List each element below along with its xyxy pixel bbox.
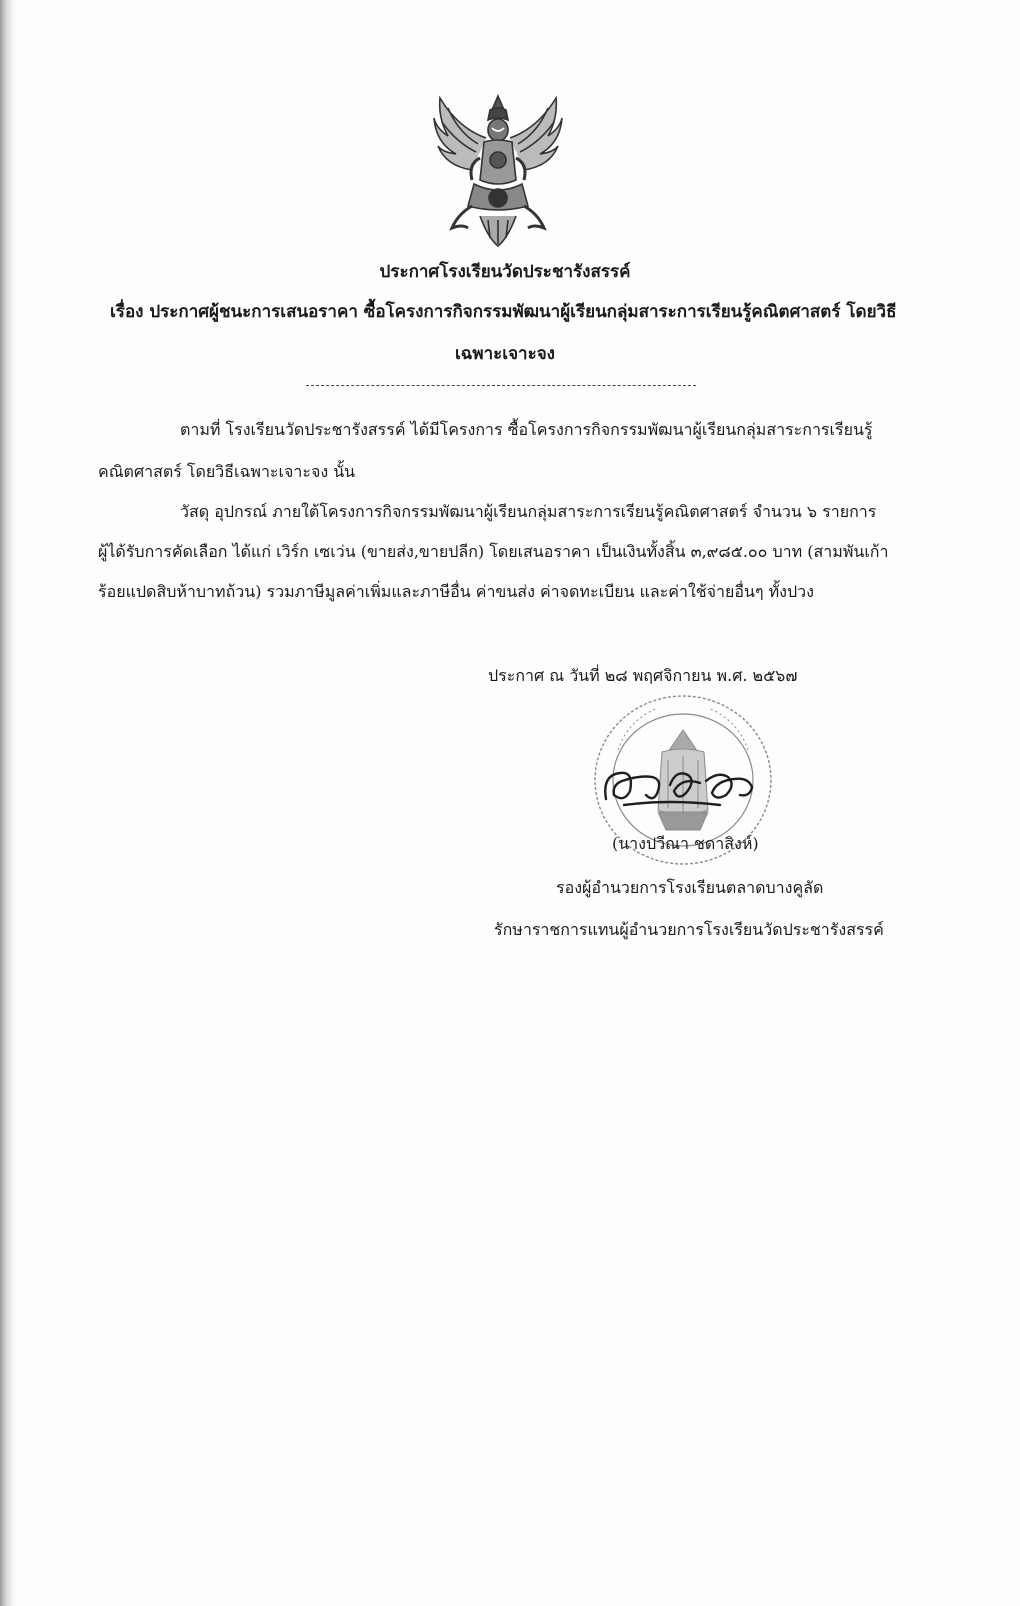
signer-position-2: รักษาราชการแทนผู้อำนวยการโรงเรียนวัดประชารังสรรค์	[494, 920, 884, 939]
handwritten-signature-icon	[600, 755, 760, 815]
announcement-date: ประกาศ ณ วันที่ ๒๘ พฤศจิกายน พ.ศ. ๒๕๖๗	[488, 666, 798, 685]
paragraph-1-line-1: ตามที่ โรงเรียนวัดประชารังสรรค์ ได้มีโครงการ ซื้อโครงการกิจกรรมพัฒนาผู้เรียนกลุ่มสาระการเรียนรู้	[180, 420, 873, 439]
subject-line-1: เรื่อง ประกาศผู้ชนะการเสนอราคา ซื้อโครงการกิจกรรมพัฒนาผู้เรียนกลุ่มสาระการเรียนรู้คณิตศาสตร์ โดยวิธี	[110, 302, 897, 322]
divider-line	[306, 385, 696, 386]
subject-line-2: เฉพาะเจาะจง	[455, 344, 555, 364]
scan-edge-shadow	[0, 0, 14, 1606]
signer-position-1: รองผู้อำนวยการโรงเรียนตลาดบางคูลัด	[556, 878, 824, 897]
paragraph-2-line-3: ร้อยแปดสิบห้าบาทถ้วน) รวมภาษีมูลค่าเพิ่มและภาษีอื่น ค่าขนส่ง ค่าจดทะเบียน และค่าใช้จ่ายอื่นๆ ทั้งปวง	[98, 582, 814, 601]
paragraph-2-line-2: ผู้ได้รับการคัดเลือก ได้แก่ เวิร์ก เซเว่น (ขายส่ง,ขายปลีก) โดยเสนอราคา เป็นเงินทั้งสิ้น ๓,๙๘๕.๐๐ บาท (สามพันเก้า	[98, 542, 889, 561]
paragraph-2-line-1: วัสดุ อุปกรณ์ ภายใต้โครงการกิจกรรมพัฒนาผู้เรียนกลุ่มสาระการเรียนรู้คณิตศาสตร์ จำนวน ๖ รายการ	[180, 502, 877, 521]
signer-name: (นางปวีณา ชดาสิงห์)	[612, 834, 759, 853]
document-title: ประกาศโรงเรียนวัดประชารังสรรค์	[379, 262, 631, 282]
garuda-emblem-icon	[428, 88, 568, 253]
paragraph-1-line-2: คณิตศาสตร์ โดยวิธีเฉพาะเจาะจง นั้น	[98, 462, 356, 481]
